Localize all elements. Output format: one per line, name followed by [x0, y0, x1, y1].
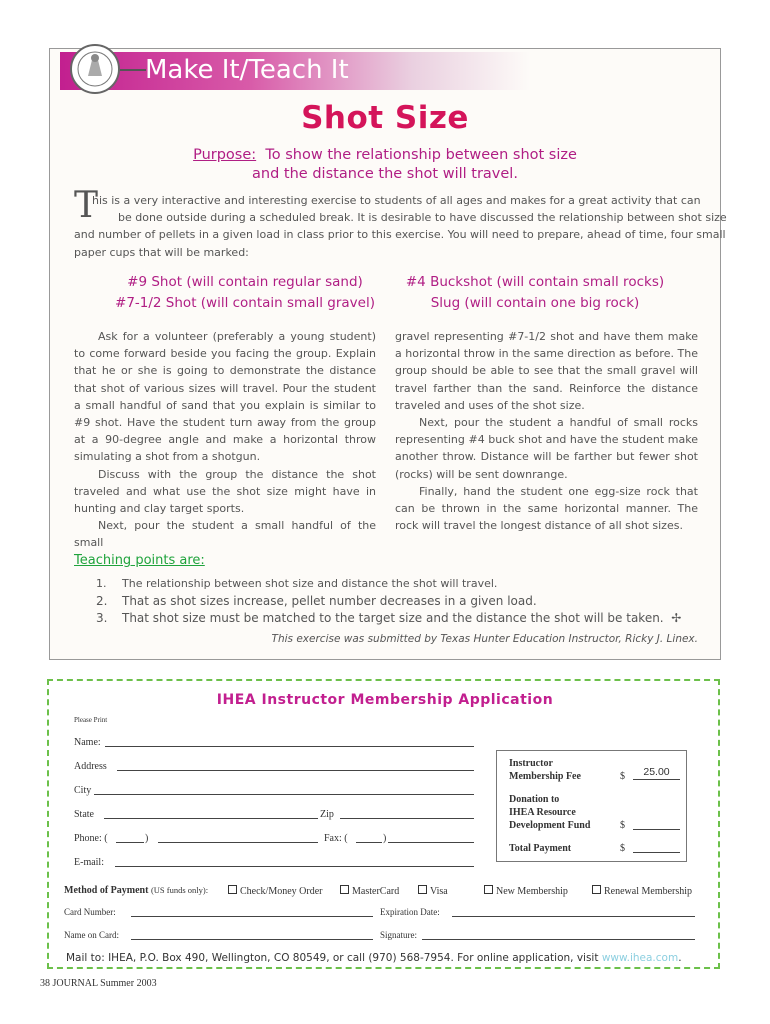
- option-renewal-membership[interactable]: [592, 885, 692, 897]
- paragraph: Discuss with the group the distance the shot traveled and what use the shot size might have in hunting and clay target sports.: [74, 467, 376, 516]
- intro-line: his is a very interactive and interesting exercise to students of all ages and makes for a great activity that can: [92, 194, 701, 207]
- donation-label-line-3: Development Fund: [509, 820, 591, 831]
- intro-line: paper cups that will be marked:: [74, 245, 249, 259]
- teaching-points-heading: Teaching points are:: [74, 553, 205, 568]
- phone-area-code-field[interactable]: [116, 842, 144, 843]
- intro-line: and number of pellets in a given load in class prior to this exercise. You will need to prepare, ahead of time, four small: [74, 228, 726, 242]
- name-field[interactable]: [105, 746, 474, 747]
- option-check-money-order[interactable]: [228, 885, 322, 897]
- option-label: MasterCard: [352, 886, 400, 897]
- phone-label: Phone: (: [74, 833, 108, 844]
- checkbox-icon[interactable]: [592, 885, 601, 894]
- website-link[interactable]: www.ihea.com: [601, 952, 679, 964]
- fee-label-line-1: Instructor: [509, 758, 553, 769]
- teaching-point: [96, 594, 537, 608]
- option-new-membership[interactable]: [484, 885, 568, 897]
- purpose-text-1: To show the relationship between shot size: [265, 147, 577, 163]
- card-number-field[interactable]: [131, 916, 373, 917]
- state-field[interactable]: [104, 818, 318, 819]
- city-label: City: [74, 785, 92, 796]
- right-column: [395, 328, 698, 534]
- email-label: E-mail:: [74, 857, 104, 868]
- address-label: Address: [74, 761, 107, 772]
- fee-field-line: [633, 779, 680, 780]
- page-footer: 38 JOURNAL Summer 2003: [40, 978, 157, 989]
- expiration-date-field[interactable]: [452, 916, 695, 917]
- teaching-point-text: That as shot sizes increase, pellet number decreases in a given load.: [122, 594, 537, 608]
- name-label: Name:: [74, 737, 101, 748]
- expiration-label: Expiration Date:: [380, 907, 440, 917]
- option-label: New Membership: [496, 886, 568, 897]
- mail-instructions: [66, 952, 682, 964]
- section-header-title: Make It/Teach It: [145, 55, 349, 85]
- fee-dollar-sign: $: [620, 771, 625, 782]
- end-mark-icon: ✢: [671, 611, 682, 625]
- option-label: Renewal Membership: [604, 886, 693, 897]
- phone-number-field[interactable]: [158, 842, 318, 843]
- method-note: (US funds only):: [150, 885, 209, 895]
- credit-line: This exercise was submitted by Texas Hunter Education Instructor, Ricky J. Linex.: [271, 633, 698, 645]
- checkbox-icon[interactable]: [340, 885, 349, 894]
- state-label: State: [74, 809, 94, 820]
- name-on-card-label: Name on Card:: [64, 930, 119, 940]
- left-column: [74, 328, 376, 552]
- drop-cap: T: [74, 185, 99, 226]
- teaching-point-number: 2.: [96, 594, 108, 608]
- please-print-note: Please Print: [74, 716, 108, 724]
- signature-field[interactable]: [422, 939, 695, 940]
- total-payment-label: Total Payment: [509, 843, 572, 854]
- paragraph: Next, pour the student a small handful of the small: [74, 519, 376, 550]
- method-label: Method of Payment: [64, 885, 149, 896]
- paragraph: Finally, hand the student one egg-size rock that can be thrown in the same horizontal manner. The rock will travel the longest distance of all shot sizes.: [395, 484, 698, 533]
- donation-label-line-2: IHEA Resource: [509, 807, 576, 818]
- mail-end: .: [678, 952, 682, 964]
- purpose-line-1: [0, 147, 770, 163]
- donation-dollar-sign: $: [620, 820, 625, 831]
- donation-field[interactable]: [633, 829, 680, 830]
- email-field[interactable]: [115, 866, 474, 867]
- name-on-card-field[interactable]: [131, 939, 373, 940]
- total-dollar-sign: $: [620, 843, 625, 854]
- cup-labels-right: [380, 272, 690, 314]
- hunter-education-logo: [70, 44, 120, 94]
- purpose-text-2: and the distance the shot will travel.: [252, 166, 518, 182]
- total-payment-field[interactable]: [633, 852, 680, 853]
- article-title: Shot Size: [301, 100, 469, 136]
- fax-number-field[interactable]: [388, 842, 474, 843]
- checkbox-icon[interactable]: [418, 885, 427, 894]
- address-field[interactable]: [117, 770, 474, 771]
- teaching-point-text: That shot size must be matched to the target size and the distance the shot will be taken.: [122, 611, 664, 625]
- teaching-point-number: 1.: [96, 577, 107, 590]
- fax-area-code-field[interactable]: [356, 842, 382, 843]
- city-field[interactable]: [94, 794, 474, 795]
- fee-value: 25.00: [643, 766, 670, 778]
- method-of-payment: [64, 885, 208, 896]
- zip-label: Zip: [320, 809, 334, 820]
- option-label: Check/Money Order: [240, 886, 323, 897]
- cup-label: #9 Shot (will contain regular sand): [127, 274, 363, 290]
- paragraph: Ask for a volunteer (preferably a young student) to come forward beside you facing the group. Explain that he or she is going to demonstrate the distance that shot of various sizes will travel. Pour the student a small handful of sand that you explain is similar to #9 shot. Have the student turn away from the group at a 90-degree angle and make a horizontal throw simulating a shot from a shotgun.: [74, 330, 376, 464]
- teaching-point: [96, 611, 681, 625]
- intro-paragraph: [74, 192, 727, 261]
- form-title: IHEA Instructor Membership Application: [216, 692, 554, 708]
- card-number-label: Card Number:: [64, 907, 116, 917]
- option-label: Visa: [430, 886, 448, 897]
- header-rule: [118, 69, 146, 71]
- cup-label: #4 Buckshot (will contain small rocks): [405, 274, 665, 290]
- fee-label-line-2: Membership Fee: [509, 771, 581, 782]
- option-visa[interactable]: [418, 885, 448, 897]
- teaching-point-number: 3.: [96, 611, 108, 625]
- purpose-label: Purpose:: [193, 147, 257, 163]
- checkbox-icon[interactable]: [228, 885, 237, 894]
- option-mastercard[interactable]: [340, 885, 399, 897]
- signature-label: Signature:: [380, 930, 417, 940]
- cup-label: Slug (will contain one big rock): [430, 295, 640, 311]
- fax-paren: ): [383, 833, 387, 844]
- teaching-point-text: The relationship between shot size and distance the shot will travel.: [122, 577, 498, 590]
- paragraph: Next, pour the student a handful of small rocks representing #4 buck shot and have the student make another throw. Distance will be farther but fewer shot (rocks) will be sent downrange.: [395, 416, 698, 481]
- zip-field[interactable]: [340, 818, 474, 819]
- mail-text: Mail to: IHEA, P.O. Box 490, Wellington, CO 80549, or call (970) 568-7954. For online application, visit: [66, 952, 602, 964]
- cup-label: #7-1/2 Shot (will contain small gravel): [115, 295, 375, 311]
- fax-label: Fax: (: [324, 833, 348, 844]
- paragraph: gravel representing #7-1/2 shot and have them make a horizontal throw in the same direction as before. The group should be able to see that the small gravel will travel farther than the sand. Reinforce the distance traveled and uses of the shot size.: [395, 330, 698, 412]
- donation-label-line-1: Donation to: [509, 794, 560, 805]
- intro-line: be done outside during a scheduled break. It is desirable to have discussed the relationship between shot size: [118, 211, 727, 225]
- cup-labels-left: [90, 272, 400, 314]
- teaching-point: [96, 577, 497, 590]
- checkbox-icon[interactable]: [484, 885, 493, 894]
- phone-paren: ): [145, 833, 149, 844]
